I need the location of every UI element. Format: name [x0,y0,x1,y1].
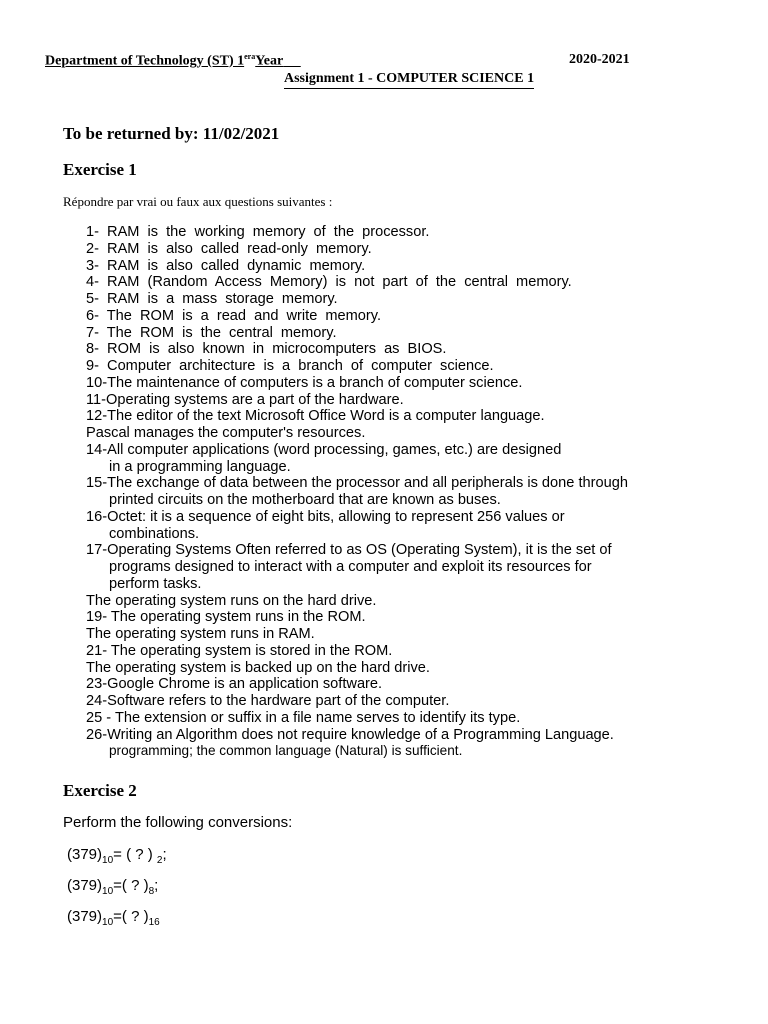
question-item-continuation: combinations. [109,525,200,542]
question-item: 25 - The extension or suffix in a file name serves to identify its type. [86,709,521,726]
conversion-target-base: 16 [148,917,160,928]
question-item: 26-Writing an Algorithm does not require knowledge of a Programming Language. [86,726,614,743]
question-item: 12-The editor of the text Microsoft Office Word is a computer language. [86,408,545,425]
question-item: 7- The ROM is the central memory. [86,324,337,341]
conversion-number: (379) [67,877,103,894]
question-item: 19- The operating system runs in the ROM. [86,609,366,626]
conversion-number: (379) [67,908,103,925]
question-item: 11-Operating systems are a part of the hardware. [86,391,404,408]
conversion-tail: ; [162,846,167,863]
exercise-1-title: Exercise 1 [63,160,137,179]
question-item: 15-The exchange of data between the processor and all peripherals is done through [86,475,628,492]
conversion-target: =( ? ) [113,908,149,925]
question-item: 2- RAM is also called read-only memory. [86,240,372,257]
question-item: 8- ROM is also known in microcomputers as BIOS. [86,341,447,358]
question-item: 5- RAM is a mass storage memory. [86,291,338,307]
exercise-2-title: Exercise 2 [63,781,137,800]
conversion-number: (379) [67,846,103,863]
conversion-target-base: 2 [156,855,163,866]
question-item: 24-Software refers to the hardware part of the computer. [86,693,450,709]
question-item-continuation: in a programming language. [109,458,291,475]
question-item: 23-Google Chrome is an application software. [86,676,383,693]
question-item: 9- Computer architecture is a branch of computer science. [86,358,494,374]
question-item-continuation: perform tasks. [109,575,202,592]
conversion-tail: ; [154,877,159,894]
question-item-continuation: printed circuits on the motherboard that are known as buses. [109,492,501,508]
question-item: The operating system is backed up on the hard drive. [86,659,430,676]
department-heading [45,52,301,70]
conversion-base-16 [67,908,160,928]
assignment-title: Assignment 1 - COMPUTER SCIENCE 1 [284,71,534,89]
conversion-source-base: 10 [102,917,114,928]
question-item: 1- RAM is the working memory of the processor. [86,224,430,240]
department-underline-tail [283,54,301,69]
question-item: Pascal manages the computer's resources. [86,425,366,441]
question-item: 14-All computer applications (word processing, games, etc.) are designed [86,441,562,458]
exercise-1-instruction: Répondre par vrai ou faux aux questions suivantes : [63,194,333,209]
question-item: 6- The ROM is a read and write memory. [86,307,382,324]
question-item: 16-Octet: it is a sequence of eight bits, allowing to represent 256 values or [86,508,565,525]
question-item: The operating system runs in RAM. [86,626,315,642]
conversion-source-base: 10 [102,855,114,866]
conversion-base-8 [67,877,158,897]
question-list [86,224,666,760]
exercise-2-instruction: Perform the following conversions: [63,814,293,831]
question-item: The operating system runs on the hard drive. [86,592,377,609]
conversion-source-base: 10 [102,886,114,897]
question-item: 3- RAM is also called dynamic memory. [86,257,366,274]
question-item-continuation: programming; the common language (Natural) is sufficient. [109,743,463,759]
question-item: 4- RAM (Random Access Memory) is not part of the central memory. [86,274,572,291]
return-date: To be returned by: 11/02/2021 [63,124,280,143]
conversion-target: =( ? ) [113,877,149,894]
academic-year: 2020-2021 [569,52,630,67]
conversion-target: = ( ? ) [113,846,157,863]
question-item: 21- The operating system is stored in the ROM. [86,642,393,659]
department-superscript: era [244,52,256,61]
conversion-target-base: 8 [148,886,155,897]
question-item: 10-The maintenance of computers is a branch of computer science. [86,374,523,391]
department-year-label: Year [255,53,284,69]
question-item-continuation: programs designed to interact with a computer and exploit its resources for [109,559,592,575]
conversion-base-2 [67,846,167,866]
question-item: 17-Operating Systems Often referred to as OS (Operating System), it is the set of [86,542,612,559]
department-name: Department of Technology (ST) 1 [45,53,245,69]
